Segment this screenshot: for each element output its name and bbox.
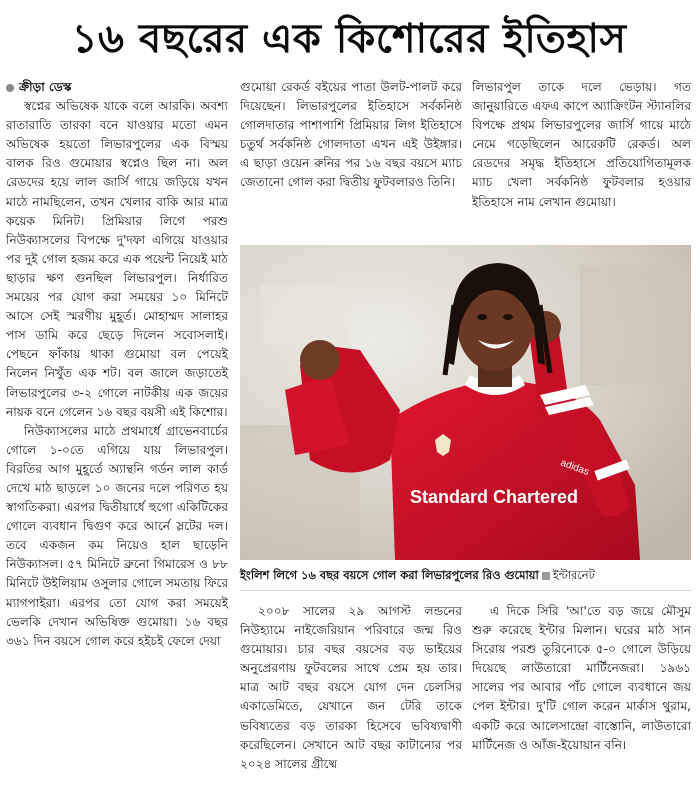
paragraph: নিউক্যাসলের মাঠে প্রথমার্ধে গ্রাভেনবার্চের গোলে ১-০তে এগিয়ে যায় লিভারপুল। বিরতির আগ মুহূর্তে অ্যান্থনি গর্ডন লাল কার্ড দেখে মাঠ ছাড়লে ১০ জনের দলে পরিণত হয় স্বাগতিকরা। এরপর দ্বিতীয়ার্ধে হুগো একিটিকের গোলে ব্যবধান দ্বিগুণ করে আর্নে স্লটের দল। তবে একজন কম নিয়েও হাল ছাড়েনি নিউক্যাসল। ৫৭ মিনিটে ব্রুনো গিমারেস ও ৮৮ মিনিটে উইলিয়াম ওসুলার গোলে সমতায় ফিরে ম্যাগপাইরা। এরপর তো যোগ করা সময়েই ভেলকি দেখান অভিষিক্ত গুমোয়া। ১৬ বছর ৩৬১ দিন বয়সে গোল করে হইচই ফেলে দেয়া (6, 423, 228, 648)
photo-caption (240, 566, 691, 584)
svg-text:adidas: adidas (558, 457, 591, 478)
divider (240, 590, 691, 591)
bullet-icon (6, 84, 14, 92)
svg-text:Standard Chartered: Standard Chartered (410, 487, 579, 507)
article-column-1 (6, 78, 228, 651)
dateline (6, 78, 228, 97)
caption-credit: ইন্টারনেট (552, 568, 595, 582)
article-column-2 (240, 78, 462, 193)
article-column-4 (240, 602, 462, 774)
article-column-3 (472, 78, 691, 212)
paragraph: এ দিকে সিরি 'আ'তে বড় জয়ে মৌসুম শুরু করেছে ইন্টার মিলান। ঘরের মাঠ সান সিরোয় পরশু তুরিনোকে ৫-০ গোলে উড়িয়ে দিয়েছে লাউতারো মার্টিনেজরা। ১৯৬১ সালের পর আবার পাঁচ গোলে ব্যবধানে জয় পেল ইন্টার। দু'টি গোল করেন মার্কাস থুরাম, একটি করে আলেসান্দ্রো বাস্তোনি, লাউতারো মার্টিনেজ ও আঁজ-ইয়োয়ান বনি। (472, 604, 691, 752)
dateline-text: ক্রীড়া ডেস্ক (19, 80, 72, 94)
sponsor-logo (410, 487, 578, 507)
player-photo (240, 245, 691, 560)
caption-text: ইংলিশ লিগে ১৬ বছর বয়সে গোল করা লিভারপুলের রিও গুমোয়া (240, 568, 539, 582)
paragraph: ২০০৮ সালের ২৯ আগস্ট লন্ডনের নিউহ্যামে নাইজেরিয়ান পরিবারে জন্ম রিও গুমোয়ার। চার বছর বয়সের বড় ভাইয়ের অনুপ্রেরণায় ফুটবলের সাথে প্রেম হয় তার। মাত্র আট বছর বয়সে যোগ দেন চেলসির একাডেমিতে, যেখানে জন টেরি তাকে ভবিষ্যতের বড় তারকা হিসেবে ভবিষ্যদ্বাণী করেছিলেন। সেখানে আট বছর কাটানোর পর ২০২৪ সালের গ্রীষ্মে (240, 604, 462, 771)
article-column-5 (472, 602, 691, 755)
square-icon (542, 572, 550, 580)
headline: ১৬ বছরের এক কিশোরের ইতিহাস (71, 16, 627, 62)
paragraph: গুমোয়া রেকর্ড বইয়ের পাতা উলট-পালট করে দিয়েছেন। লিভারপুলের ইতিহাসে সর্বকনিষ্ঠ গোলদাতার পাশাপাশি প্রিমিয়ার লিগ ইতিহাসে চতুর্থ সর্বকনিষ্ঠ গোলদাতা এখন এই উইঙ্গার। এ ছাড়া ওয়েন রুনির পর ১৬ বছর বয়সে ম্যাচ জেতানো গোল করা দ্বিতীয় ফুটবলারও তিনি। (240, 80, 462, 190)
player-photo-illustration (240, 245, 691, 560)
paragraph: লিভারপুল তাকে দলে ভেড়ায়। গত জানুয়ারিতে এফএ কাপে অ্যাক্রিংটন স্ট্যানলির বিপক্ষে প্রথম লিভারপুলের জার্সি গায়ে মাঠে নেমে গড়েছিলেন আরেকটি রেকর্ড। অল রেডদের সমৃদ্ধ ইতিহাসে প্রতিযোগিতামূলক ম্যাচ খেলা সর্বকনিষ্ঠ ফুটবলার হওয়ার ইতিহাসে নাম লেখান গুমোয়া। (472, 80, 691, 209)
paragraph: স্বপ্নের অভিষেক যাকে বলে আরকি। অবশ্য রাতারাতি তারকা বনে যাওয়ার মতো এমন অভিষেক হয়তো লিভারপুলের এক বিস্ময় বালক রিও গুমোয়ার স্বপ্নেও ছিল না। অল রেডদের হয়ে লাল জার্সি গায়ে জড়িয়ে যখন মাঠে নামছিলেন, তখন খেলার বাকি আর মাত্র কয়েক মিনিট। প্রিমিয়ার লিগে পরশু নিউক্যাসলের বিপক্ষে দু'দফা এগিয়ে যাওয়ার পর দুই গোল হজম করে এক পয়েন্ট নিয়েই মাঠ ছাড়ার ক্ষণ গুনছিল লিভারপুল। নির্ধারিত সময়ের পর যোগ করা সময়ের ১০ মিনিটে আসে সেই স্মরণীয় মুহূর্ত। মোহাম্মদ সালাহর পাস ডামি করে ছেড়ে দিলেন সবোসলাই। পেছনে ফাঁকায় থাকা গুমোয়া বল পেয়েই নিলেন নিখুঁত এক শট। বল জালে জড়াতেই লিভারপুলের ৩-২ গোলে নাটকীয় এক জয়ের নায়ক বনে গেলেন ১৬ বছর বয়সী এই কিশোর। (6, 99, 228, 419)
